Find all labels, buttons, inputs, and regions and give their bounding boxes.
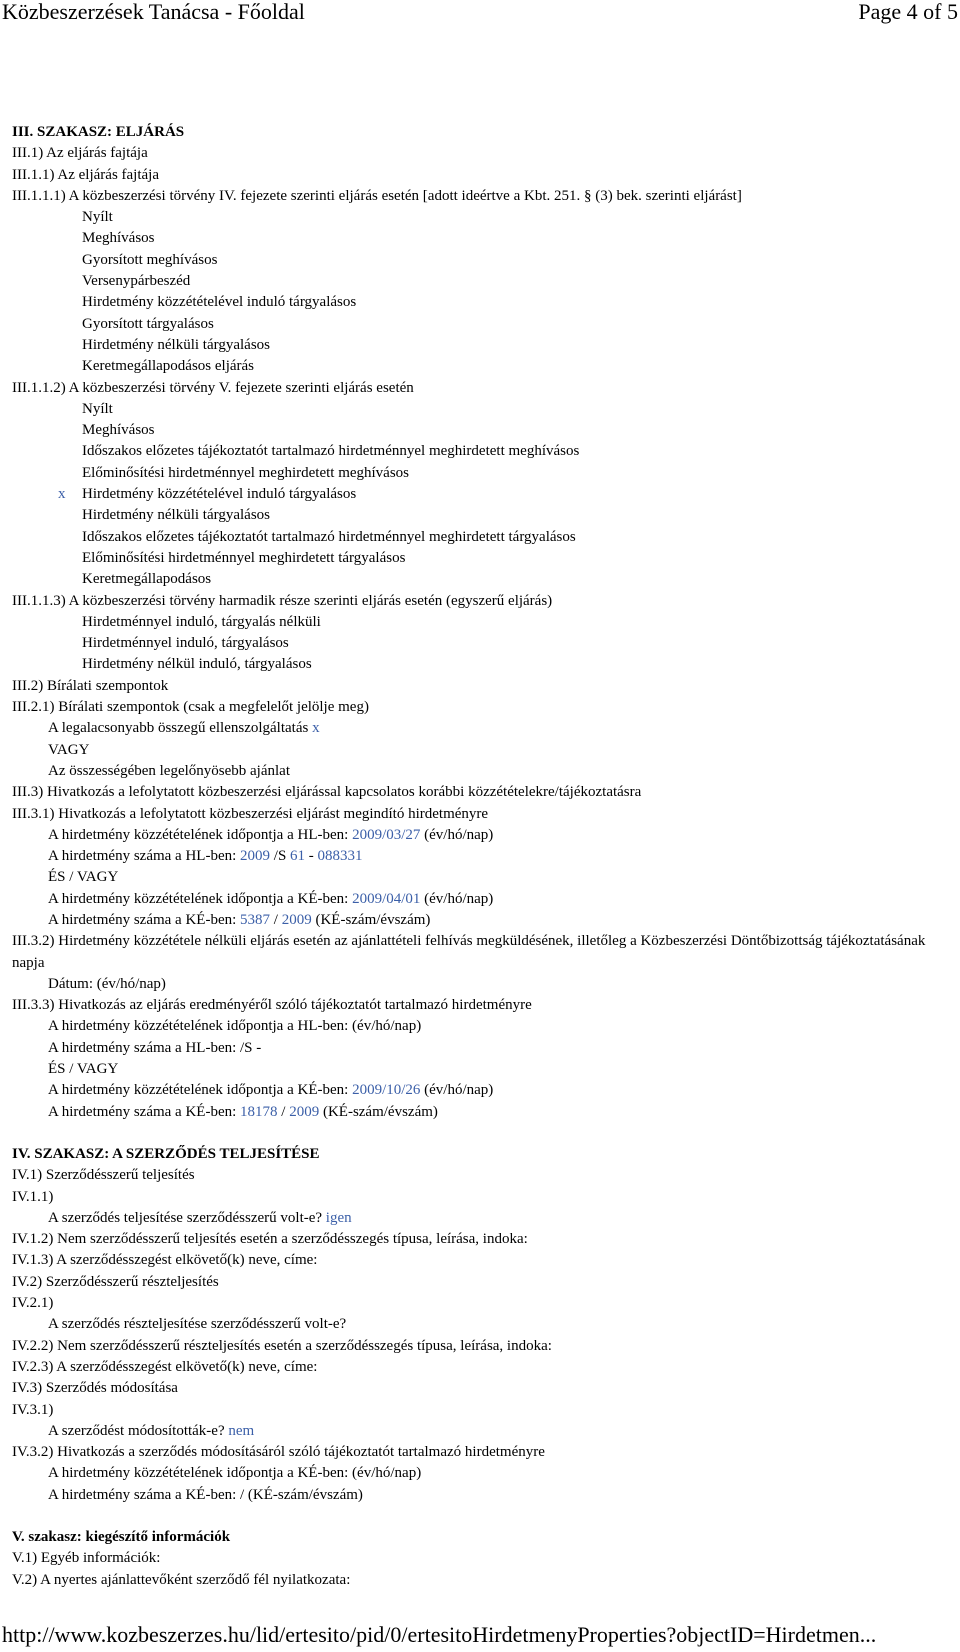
option-list-item: Versenypárbeszéd [82,273,191,290]
item-v-2: V.2) A nyertes ajánlattevőként szerződő fél nyilatkozata: [12,1571,351,1588]
item-iii-2: III.2) Bírálati szempontok [12,677,169,694]
item-iii-1-1: III.1.1) Az eljárás fajtája [12,166,160,183]
ke-notice-number: A hirdetmény száma a KÉ-ben: 18178 / 2009 (KÉ-szám/évszám) [48,1103,438,1120]
selection-mark: x [58,486,66,503]
answer-value: igen [325,1209,352,1226]
item-iii-1-1-2: III.1.1.2) A közbeszerzési törvény V. fejezete szerinti eljárás esetén [12,379,414,396]
item-iv-2: IV.2) Szerződésszerű részteljesítés [12,1273,219,1290]
document-title: Közbeszerzések Tanácsa - Főoldal [2,0,305,24]
option-label: Hirdetmény közzétételével induló tárgyalásos [82,486,357,503]
option-list-item: Előminősítési hirdetménnyel meghirdetett meghívásos [82,464,410,481]
ke-publication-date: A hirdetmény közzétételének időpontja a KÉ-ben: 2009/04/01 (év/hó/nap) [48,890,494,907]
contract-modified-question: A szerződést módosították-e? nem [48,1422,255,1439]
option-list-item-selected [12,484,952,505]
ke-notice-number: A hirdetmény száma a KÉ-ben: / (KÉ-szám/évszám) [48,1486,363,1503]
criterion-best-value: Az összességében legelőnyösebb ajánlat [48,762,290,779]
page-number: Page 4 of 5 [858,0,958,24]
answer-value: nem [228,1422,255,1439]
item-iii-1-1-3: III.1.1.3) A közbeszerzési törvény harmadik része szerinti eljárás esetén (egyszerű eljárás) [12,592,553,609]
option-list-item: Keretmegállapodásos [82,571,212,588]
item-iv-2-2: IV.2.2) Nem szerződésszerű részteljesítés esetén a szerződésszegés típusa, leírása, indoka: [12,1337,552,1354]
item-iii-3-1: III.3.1) Hivatkozás a lefolytatott közbeszerzési eljárást megindító hirdetményre [12,805,489,822]
and-or: ÉS / VAGY [48,869,119,886]
option-list-item: Időszakos előzetes tájékoztatót tartalmazó hirdetménnyel meghirdetett tárgyalásos [82,528,576,545]
hl-publication-date: A hirdetmény közzétételének időpontja a HL-ben: (év/hó/nap) [48,1018,422,1035]
item-iv-3: IV.3) Szerződés módosítása [12,1380,178,1397]
item-iv-1-1: IV.1.1) [12,1188,54,1205]
section-5-title: V. szakasz: kiegészítő információk [12,1529,231,1545]
criterion-or: VAGY [48,741,90,758]
and-or: ÉS / VAGY [48,1061,119,1078]
option-list-item: Hirdetmény közzétételével induló tárgyalásos [82,294,357,311]
section-4-title: IV. SZAKASZ: A SZERZŐDÉS TELJESÍTÉSE [12,1145,320,1162]
hl-notice-number: A hirdetmény száma a HL-ben: 2009 /S 61 - 088331 [48,848,363,865]
selection-mark: x [312,720,320,737]
option-list-item: Meghívásos [82,230,155,247]
ke-notice-number: A hirdetmény száma a KÉ-ben: 5387 / 2009 (KÉ-szám/évszám) [48,911,431,928]
item-iii-1: III.1) Az eljárás fajtája [12,145,148,162]
hl-notice-number: A hirdetmény száma a HL-ben: /S - [48,1039,262,1056]
item-iii-3: III.3) Hivatkozás a lefolytatott közbeszerzési eljárással kapcsolatos korábbi közzétételekre/tájékoztatásra [12,784,642,801]
contract-performance-question: A szerződés teljesítése szerződésszerű volt-e? igen [48,1209,352,1226]
option-list-item: Hirdetmény nélkül induló, tárgyalásos [82,656,312,673]
item-v-1: V.1) Egyéb információk: [12,1550,161,1567]
option-list-item: Meghívásos [82,422,155,439]
option-list-item: Hirdetménnyel induló, tárgyalásos [82,635,289,652]
option-list-item: Gyorsított tárgyalásos [82,315,214,332]
option-list-item: Hirdetmény nélküli tárgyalásos [82,507,271,524]
item-iv-2-1: IV.2.1) [12,1295,54,1312]
item-iv-2-3: IV.2.3) A szerződésszegést elkövető(k) neve, címe: [12,1358,318,1375]
option-list-item: Hirdetmény nélküli tárgyalásos [82,336,271,353]
section-3-title: III. SZAKASZ: ELJÁRÁS [12,124,185,140]
item-iii-2-1: III.2.1) Bírálati szempontok (csak a megfelelőt jelölje meg) [12,699,369,716]
document-body [12,122,952,1591]
date-field: Dátum: (év/hó/nap) [48,975,166,992]
item-iii-3-2: III.3.2) Hirdetmény közzététele nélküli eljárás esetén az ajánlattételi felhívás megküldésének, illetőleg a Közbeszerzési Döntőbizottság tájékoztatásának napja [12,933,926,971]
option-list-item: Gyorsított meghívásos [82,251,218,268]
hl-publication-date: A hirdetmény közzétételének időpontja a HL-ben: 2009/03/27 (év/hó/nap) [48,826,494,843]
ke-publication-date: A hirdetmény közzétételének időpontja a KÉ-ben: (év/hó/nap) [48,1465,422,1482]
option-list-item: Előminősítési hirdetménnyel meghirdetett tárgyalásos [82,549,406,566]
item-iv-1-2: IV.1.2) Nem szerződésszerű teljesítés esetén a szerződésszegés típusa, leírása, indoka: [12,1231,528,1248]
partial-performance-question: A szerződés részteljesítése szerződésszerű volt-e? [48,1316,347,1333]
page-url: http://www.kozbeszerzes.hu/lid/ertesito/pid/0/ertesitoHirdetmenyProperties?objectID=Hirdetmen... [2,1622,877,1647]
section-spacer [12,1506,952,1527]
option-list-item: Nyílt [82,400,113,417]
item-iv-1-3: IV.1.3) A szerződésszegést elkövető(k) neve, címe: [12,1252,318,1269]
section-spacer [12,1123,952,1144]
item-iv-1: IV.1) Szerződésszerű teljesítés [12,1167,195,1184]
option-list-item: Keretmegállapodásos eljárás [82,358,255,375]
item-iv-3-1: IV.3.1) [12,1401,54,1418]
item-iv-3-2: IV.3.2) Hivatkozás a szerződés módosításáról szóló tájékoztatót tartalmazó hirdetményre [12,1444,545,1461]
item-iii-1-1-1: III.1.1.1) A közbeszerzési törvény IV. fejezete szerinti eljárás esetén [adott ideértve a Kbt. 251. § (3) bek. szerinti eljárást] [12,187,742,204]
option-list-item: Időszakos előzetes tájékoztatót tartalmazó hirdetménnyel meghirdetett meghívásos [82,443,580,460]
ke-publication-date: A hirdetmény közzétételének időpontja a KÉ-ben: 2009/10/26 (év/hó/nap) [48,1082,494,1099]
option-list-item: Nyílt [82,209,113,226]
criterion-lowest-price: A legalacsonyabb összegű ellenszolgáltatás x [48,720,320,737]
item-iii-3-3: III.3.3) Hivatkozás az eljárás eredményéről szóló tájékoztatót tartalmazó hirdetményre [12,997,532,1014]
option-list-item: Hirdetménnyel induló, tárgyalás nélküli [82,613,321,630]
